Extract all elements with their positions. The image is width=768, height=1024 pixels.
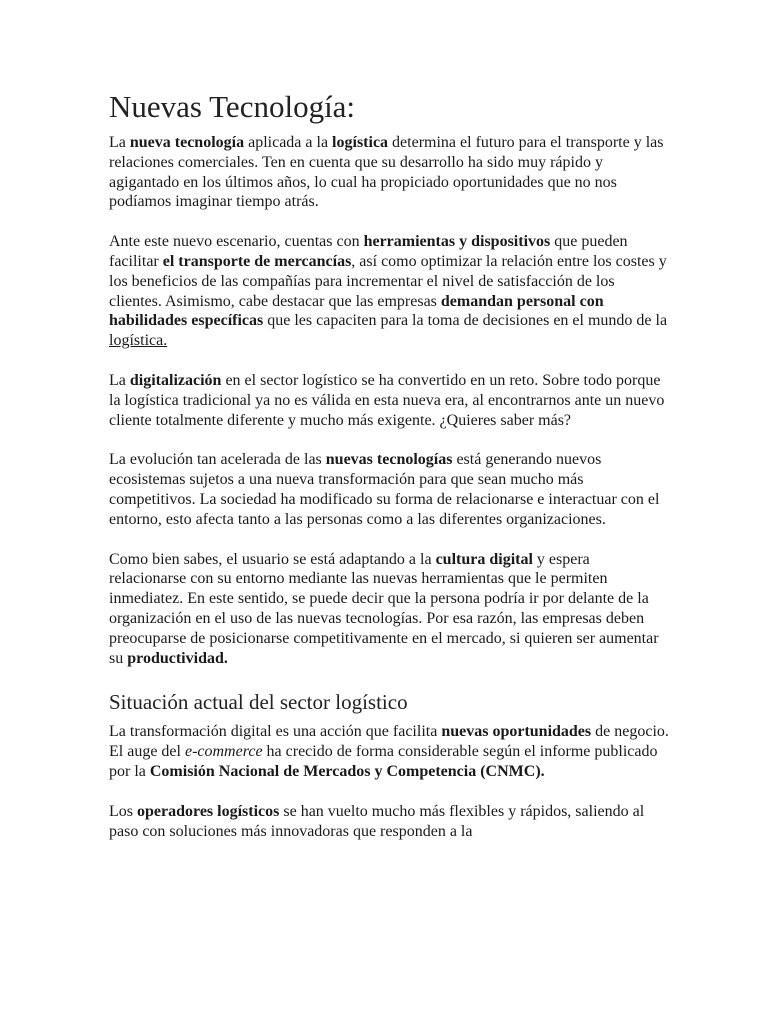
paragraph-2 [109,232,669,351]
bold-term: nueva tecnología [129,134,245,151]
bold-term: operadores logísticos [137,802,280,820]
text-run: y espera relacionarse con su entorno mediante las nuevas herramientas que le permiten inmediatez. En este sentido, se puede decir que la persona podría ir por delante de la organización en el uso de las nuevas tecnologías. Por esa razón, las empresas deben preocuparse de posicionarse competitivamente en el mercado, si quieren ser aumentar su [109,550,659,667]
text-run: de negocio. El auge del [109,723,669,761]
text-run: se han vuelto mucho más flexibles y rápidos, saliendo al paso con soluciones más innovadoras que responden a la [109,802,645,840]
document-page [109,88,669,841]
text-run: La [109,371,130,389]
text-run: está generando nuevos ecosistemas sujetos a una nueva transformación para que sean mucho más competitivos. La sociedad ha modificado su forma de relacionarse e interactuar con el entorno, esto afecta tanto a las personas como a las diferentes organizaciones. [109,451,660,528]
paragraph-5 [109,550,669,669]
text-run: La evolución tan acelerada de las [109,451,326,469]
text-run: Los [109,802,137,820]
paragraph-7 [109,802,669,842]
text-run: , así como optimizar la relación entre los costes y los beneficios de las compañías para incrementar el nivel de satisfacción de los clientes. Asimismo, cabe destacar que las empresas [109,252,667,310]
bold-term: nuevas oportunidades [441,723,592,741]
text-run: determina el futuro para el transporte y las relaciones comerciales. Ten en cuenta que su desarrollo ha sido muy rápido y agigantado en los últimos años, lo cual ha propiciado oportunidades que no nos podíamos imaginar tiempo atrás. [109,134,664,211]
text-run: en el sector logístico se ha convertido en un reto. Sobre todo porque la logística tradicional ya no es válida en esta nueva era, al encontrarnos ante un nuevo cliente totalmente diferente y mucho más exigente. ¿Quieres saber más? [109,371,665,429]
paragraph-4 [109,450,669,529]
bold-term: productividad. [127,649,228,667]
text-run: ha crecido de forma considerable según el informe publicado por la [109,743,658,780]
text-run: aplicada a la [244,134,333,151]
bold-term: cultura digital [435,550,533,568]
bold-term: digitalización [129,371,222,389]
paragraph-6 [109,722,669,781]
text-run: Como bien sabes, el usuario se está adaptando a la [109,550,436,568]
bold-term: nuevas tecnologías [325,451,453,469]
bold-term: el transporte de mercancías [162,252,352,270]
bold-term: logística [332,134,389,151]
text-run: Ante este nuevo escenario, cuentas con [109,233,364,251]
logistica-link[interactable]: logística. [109,332,168,350]
page-title: Nuevas Tecnología: [109,89,356,124]
text-run: que pueden facilitar [109,233,628,270]
paragraph-3 [109,371,669,430]
text-run: La transformación digital es una acción que facilita [109,723,442,741]
paragraph-1 [109,133,669,212]
bold-term: herramientas y dispositivos [363,233,551,251]
section-heading: Situación actual del sector logístico [109,690,408,715]
text-run: La [109,134,130,151]
text-run: que les capaciten para la toma de decisiones en el mundo de la [263,312,668,330]
bold-term: demandan personal con habilidades específicas [109,292,604,330]
bold-term: Comisión Nacional de Mercados y Competencia (CNMC). [149,762,545,780]
italic-term: e-commerce [184,743,263,761]
